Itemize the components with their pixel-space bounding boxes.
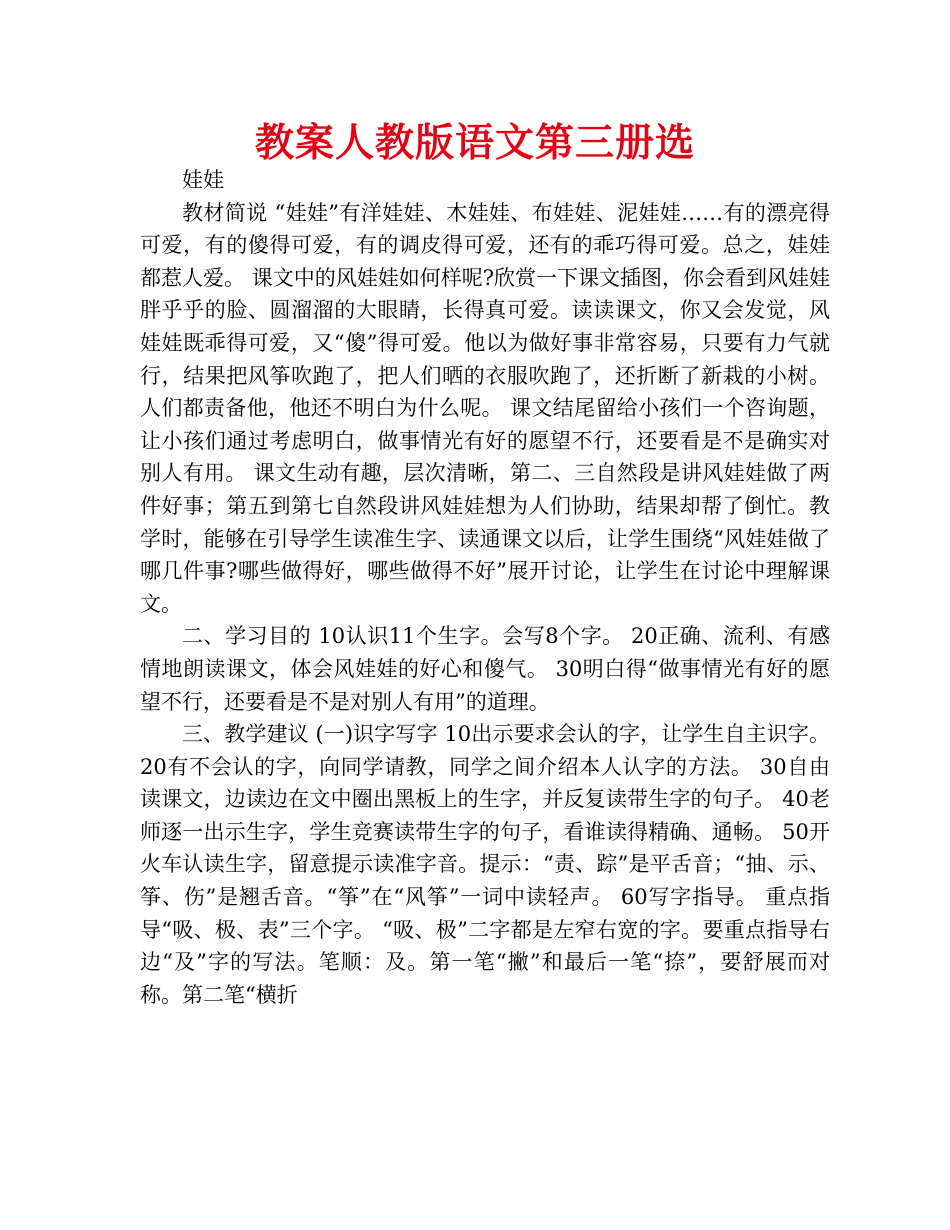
paragraph-learning-goals: 二、学习目的 10认识11个生字。会写8个字。 20正确、流利、有感情地朗读课文，体会风娃娃的好心和傻气。 30明白得“做事情光有好的愿望不行，还要看是不是对别人有用”的道理。 [140, 624, 830, 714]
paragraph-textbook-overview: 教材简说 “娃娃”有洋娃娃、木娃娃、布娃娃、泥娃娃……有的漂亮得可爱，有的傻得可爱，有的调皮得可爱，还有的乖巧得可爱。总之，娃娃都惹人爱。 课文中的风娃娃如何样呢?欣赏一下课文插图，你会看到风娃娃胖乎乎的脸、圆溜溜的大眼睛，长得真可爱。读读课文，你又会发觉，风娃娃既乖得可爱，又“傻”得可爱。他以为做好事非常容易，只要有力气就行，结果把风筝吹跑了，把人们晒的衣服吹跑了，还折断了新栽的小树。人们都责备他，他还不明白为什么呢。 课文结尾留给小孩们一个咨询题，让小孩们通过考虑明白，做事情光有好的愿望不行，还要看是不是确实对别人有用。 课文生动有趣，层次清晰，第二、三自然段是讲风娃娃做了两件好事；第五到第七自然段讲风娃娃想为人们协助，结果却帮了倒忙。教学时，能够在引导学生读准生字、读通课文以后，让学生围绕“风娃娃做了哪几件事?哪些做得好，哪些做得不好”展开讨论，让学生在讨论中理解课文。 [140, 200, 830, 616]
section-heading: 娃娃 [182, 168, 224, 192]
document-title: 教案人教版语文第三册选 [254, 121, 695, 166]
paragraph-teaching-suggestions: 三、教学建议 (一)识字写字 10出示要求会认的字，让学生自主识字。 20有不会认的字，向同学请教，同学之间介绍本人认字的方法。 30自由读课文，边读边在文中圈出黑板上的生字，并反复读带生字的句子。 40老师逐一出示生字，学生竞赛读带生字的句子，看谁读得精确、通畅。 50开火车认读生字，留意提示读准字音。提示：“责、踪”是平舌音；“抽、示、筝、伤”是翘舌音。“筝”在“风筝”一词中读轻声。 60写字指导。 重点指导“吸、极、表”三个字。 “吸、极”二字都是左窄右宽的字。要重点指导右边“及”字的写法。笔顺：及。第一笔“撇”和最后一笔“捺”，要舒展而对称。第二笔“横折 [140, 722, 830, 1007]
document-body [140, 164, 830, 1011]
